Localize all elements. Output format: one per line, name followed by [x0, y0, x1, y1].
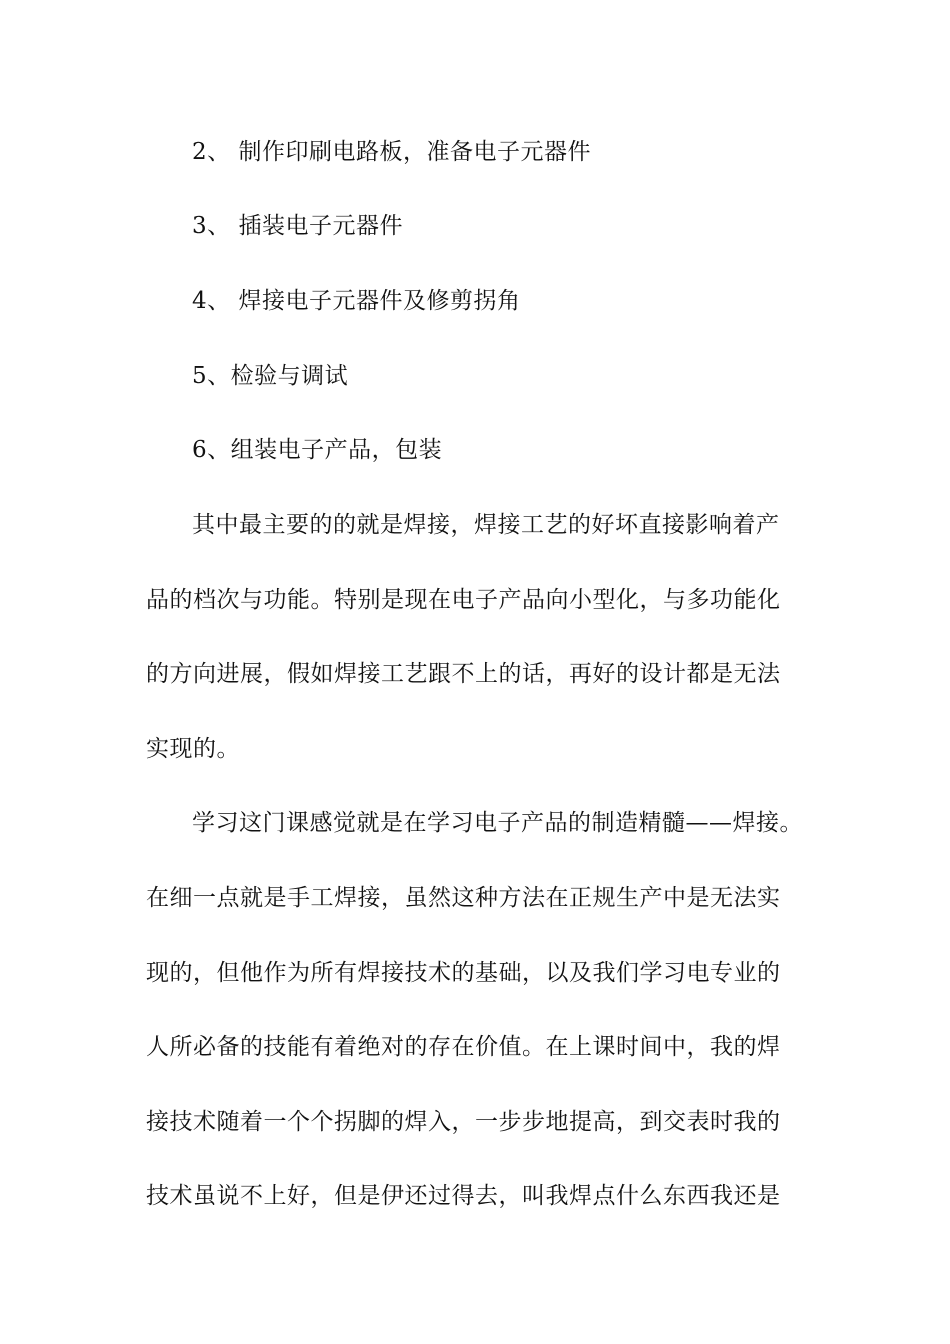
list-item-4: 4、 焊接电子元器件及修剪拐角: [192, 288, 521, 314]
list-item-5: 5、检验与调试: [192, 363, 349, 389]
paragraph-2-line-3: 现的，但他作为所有焊接技术的基础，以及我们学习电专业的: [146, 960, 781, 986]
paragraph-1-line-1: 其中最主要的的就是焊接，焊接工艺的好坏直接影响着产: [192, 512, 780, 538]
list-item-2: 2、 制作印刷电路板，准备电子元器件: [192, 139, 591, 165]
paragraph-2-line-1: 学习这门课感觉就是在学习电子产品的制造精髓——焊接。: [192, 810, 803, 836]
paragraph-2-line-6: 技术虽说不上好，但是伊还过得去，叫我焊点什么东西我还是: [146, 1183, 781, 1209]
paragraph-2-line-2: 在细一点就是手工焊接，虽然这种方法在正规生产中是无法实: [146, 885, 781, 911]
paragraph-1-line-2: 品的档次与功能。特别是现在电子产品向小型化，与多功能化: [146, 587, 781, 613]
paragraph-1-line-3: 的方向进展，假如焊接工艺跟不上的话，再好的设计都是无法: [146, 661, 781, 687]
paragraph-1-line-4: 实现的。: [146, 736, 240, 762]
list-item-6: 6、组装电子产品，包装: [192, 437, 443, 463]
paragraph-2-line-5: 接技术随着一个个拐脚的焊入，一步步地提高，到交表时我的: [146, 1109, 781, 1135]
list-item-3: 3、 插装电子元器件: [192, 213, 403, 239]
paragraph-2-line-4: 人所必备的技能有着绝对的存在价值。在上课时间中，我的焊: [146, 1034, 781, 1060]
